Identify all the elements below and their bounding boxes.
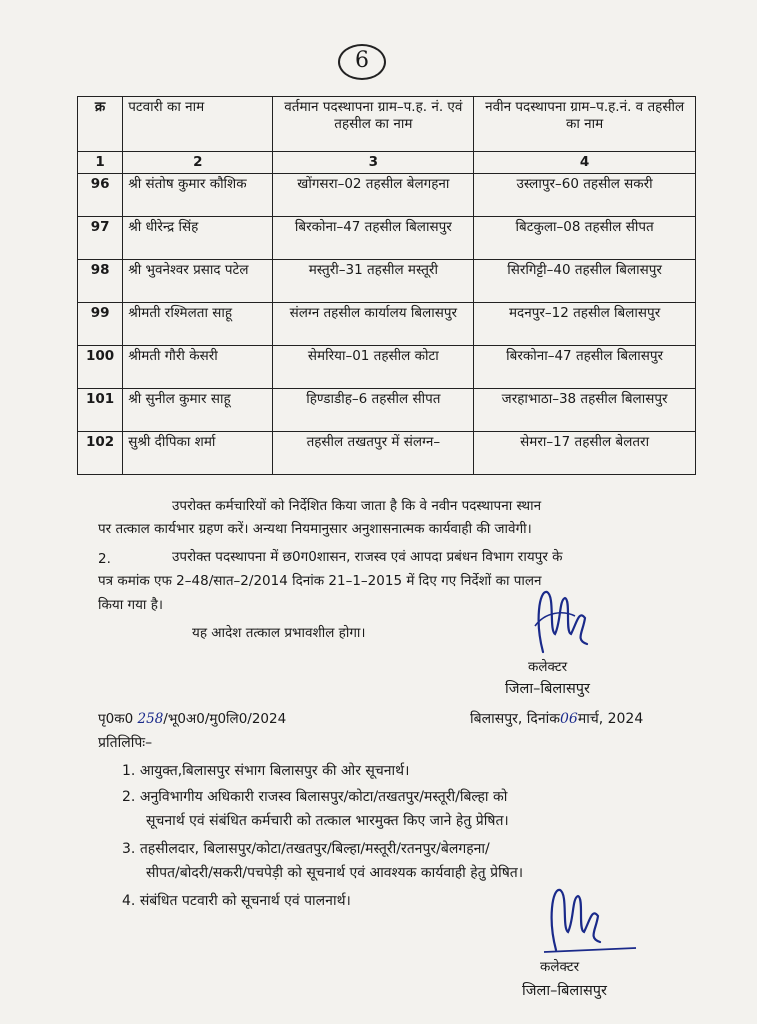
colnum-1: 1 [78, 152, 123, 174]
ref-prefix: पृ0क0 [98, 711, 134, 727]
row-name: श्री संतोष कुमार कौशिक [123, 174, 273, 217]
cc-item-number: 2. [122, 789, 136, 805]
row-new: सेमरा–17 तहसील बेलतरा [474, 432, 696, 475]
place-date [470, 708, 643, 730]
row-sn: 102 [78, 432, 123, 475]
table-row [78, 174, 696, 217]
row-current: सेमरिया–01 तहसील कोटा [273, 346, 474, 389]
signature2-district: जिला–बिलासपुर [522, 983, 607, 999]
cc-item-text: अनुविभागीय अधिकारी राजस्व बिलासपुर/कोटा/तखतपुर/मस्तूरी/बिल्हा को [139, 789, 508, 805]
row-current: संलग्न तहसील कार्यालय बिलासपुर [273, 303, 474, 346]
row-new: मदनपुर–12 तहसील बिलासपुर [474, 303, 696, 346]
row-new: बिटकुला–08 तहसील सीपत [474, 217, 696, 260]
para2-number: 2. [98, 551, 111, 567]
cc-item-2-line2: सूचनार्थ एवं संबंधित कर्मचारी को तत्काल भारमुक्त किए जाने हेतु प्रेषित। [146, 813, 509, 829]
table-header-row [78, 97, 696, 152]
cc-item-number: 3. [122, 841, 136, 857]
page-number: 6 [338, 44, 386, 80]
colnum-3: 3 [273, 152, 474, 174]
ref-handwritten-number: 258 [137, 711, 164, 727]
cc-item-3 [122, 836, 490, 862]
para3: यह आदेश तत्काल प्रभावशील होगा। [192, 625, 366, 641]
table-row [78, 260, 696, 303]
cc-item-4 [122, 888, 351, 914]
row-sn: 101 [78, 389, 123, 432]
para1-line2: पर तत्काल कार्यभार ग्रहण करें। अन्यथा नियमानुसार अनुशासनात्मक कार्यवाही की जावेगी। [98, 521, 532, 537]
cc-item-text: आयुक्त,बिलासपुर संभाग बिलासपुर की ओर सूचनार्थ। [139, 763, 410, 779]
row-name: श्रीमती गौरी केसरी [123, 346, 273, 389]
cc-item-2 [122, 784, 507, 810]
cc-title: प्रतिलिपिः– [98, 735, 153, 751]
header-name: पटवारी का नाम [123, 97, 273, 152]
table-row [78, 432, 696, 475]
row-sn: 99 [78, 303, 123, 346]
header-sn: क्र [78, 97, 123, 152]
row-new: बिरकोना–47 तहसील बिलासपुर [474, 346, 696, 389]
table-row [78, 217, 696, 260]
cc-item-text: संबंधित पटवारी को सूचनार्थ एवं पालनार्थ। [139, 893, 351, 909]
table-row [78, 303, 696, 346]
row-sn: 96 [78, 174, 123, 217]
row-name: श्री भुवनेश्वर प्रसाद पटेल [123, 260, 273, 303]
row-name: श्रीमती रश्मिलता साहू [123, 303, 273, 346]
row-sn: 98 [78, 260, 123, 303]
date-day-handwritten: 06 [560, 711, 578, 727]
row-sn: 97 [78, 217, 123, 260]
transfer-table [77, 96, 696, 475]
row-current: मस्तुरी–31 तहसील मस्तूरी [273, 260, 474, 303]
cc-item-number: 4. [122, 893, 136, 909]
ref-suffix: /भू0अ0/मु0लि0/2024 [163, 711, 287, 727]
row-name: सुश्री दीपिका शर्मा [123, 432, 273, 475]
row-name: श्री धीरेन्द्र सिंह [123, 217, 273, 260]
table-row [78, 389, 696, 432]
signature-2 [540, 880, 640, 960]
para2-line1: उपरोक्त पदस्थापना में छ0ग0शासन, राजस्व एवं आपदा प्रबंधन विभाग रायपुर के [172, 549, 563, 565]
place-date-prefix: बिलासपुर, दिनांक [470, 711, 560, 727]
cc-item-number: 1. [122, 763, 136, 779]
row-current: तहसील तखतपुर में संलग्न– [273, 432, 474, 475]
header-new: नवीन पदस्थापना ग्राम–प.ह.नं. व तहसील का नाम [474, 97, 696, 152]
row-new: जरहाभाठा–38 तहसील बिलासपुर [474, 389, 696, 432]
para1-line1: उपरोक्त कर्मचारियों को निर्देशित किया जाता है कि वे नवीन पदस्थापना स्थान [172, 498, 542, 514]
row-current: हिण्डाडीह–6 तहसील सीपत [273, 389, 474, 432]
cc-item-3-line2: सीपत/बोदरी/सकरी/पचपेड़ी को सूचनार्थ एवं आवश्यक कार्यवाही हेतु प्रेषित। [146, 865, 524, 881]
signature-1 [525, 582, 595, 660]
para2-line3: किया गया है। [98, 597, 163, 613]
cc-item-1 [122, 758, 409, 784]
signature1-district: जिला–बिलासपुर [505, 681, 590, 697]
row-new: उस्लापुर–60 तहसील सकरी [474, 174, 696, 217]
table-column-number-row [78, 152, 696, 174]
header-current: वर्तमान पदस्थापना ग्राम–प.ह. नं. एवं तहसील का नाम [273, 97, 474, 152]
row-new: सिरगिट्टी–40 तहसील बिलासपुर [474, 260, 696, 303]
table-row [78, 346, 696, 389]
colnum-2: 2 [123, 152, 273, 174]
row-name: श्री सुनील कुमार साहू [123, 389, 273, 432]
para2-line2: पत्र कमांक एफ 2–48/सात–2/2014 दिनांक 21–1–2015 में दिए गए निर्देशों का पालन [98, 573, 542, 589]
cc-item-text: तहसीलदार, बिलासपुर/कोटा/तखतपुर/बिल्हा/मस्तूरी/रतनपुर/बेलगहना/ [139, 841, 490, 857]
place-date-suffix: मार्च, 2024 [577, 711, 644, 727]
signature2-designation: कलेक्टर [540, 959, 580, 975]
row-current: खोंगसरा–02 तहसील बेलगहना [273, 174, 474, 217]
colnum-4: 4 [474, 152, 696, 174]
row-current: बिरकोना–47 तहसील बिलासपुर [273, 217, 474, 260]
reference-number [98, 708, 286, 730]
signature1-designation: कलेक्टर [528, 659, 568, 675]
row-sn: 100 [78, 346, 123, 389]
